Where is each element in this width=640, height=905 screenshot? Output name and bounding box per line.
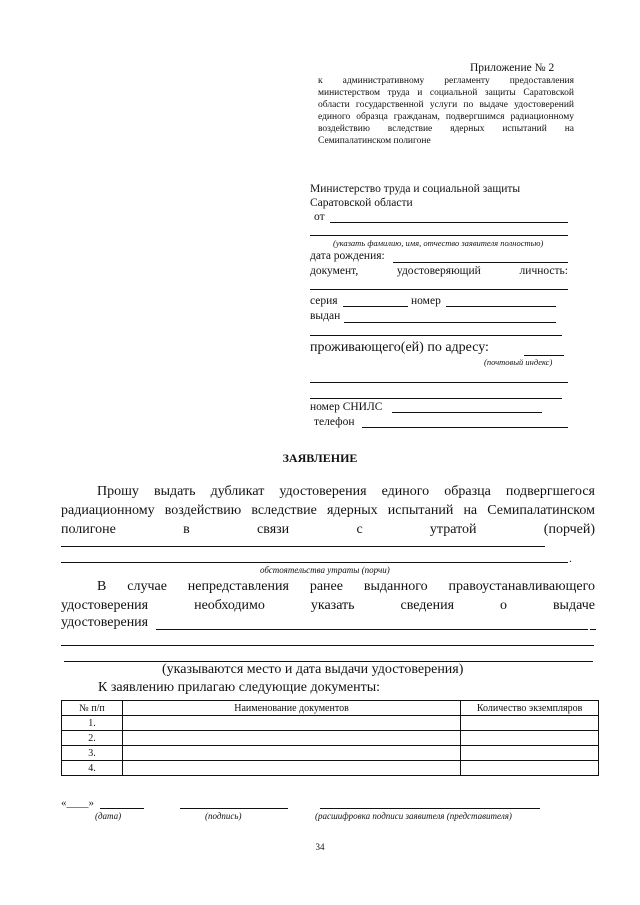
doc-qty-cell[interactable] [461,761,599,776]
address-line-2[interactable] [310,398,562,399]
header-qty: Количество экземпляров [461,701,599,716]
para2-last: удостоверения [61,615,149,630]
date-line[interactable] [100,808,144,809]
birth-label: дата рождения: [310,250,385,262]
statement-para2: В случае непредставления ранее выданного правоустанавливающего удостоверения необходимо указать сведения о выдаче [61,579,595,613]
table-header-row [62,701,599,716]
sign-hint: (подпись) [205,811,242,821]
postcode-hint: (почтовый индекс) [484,357,553,367]
issued-label: выдан [310,310,341,322]
doc-qty-cell[interactable] [461,746,599,761]
postcode-line[interactable] [524,355,564,356]
statement-title: ЗАЯВЛЕНИЕ [282,451,358,465]
date-hint: (дата) [95,811,122,821]
decode-hint: (расшифровка подписи заявителя (представителя) [315,811,512,821]
doc-label: документ, удостоверяющий личность: [310,265,568,277]
doc-name-cell[interactable] [122,716,460,731]
name-line[interactable] [310,235,568,236]
loss-hint: обстоятельства утраты (порчи) [260,565,390,575]
appendix-text: к административному регламенту предоставления министерством труда и социальной защиты Саратовской области государственной услуги по выдаче удостоверений единого образца гражданам, подвергшимся радиационному воздействию вследствие ядерных испытаний на Семипалатинском полигоне [318,76,574,146]
doc-name-cell[interactable] [122,731,460,746]
header-num: № п/п [62,701,123,716]
attach-text: К заявлению прилагаю следующие документы: [98,680,381,695]
appendix-title: Приложение № 2 [470,62,555,74]
issue-line-2[interactable] [61,645,594,646]
phone-line[interactable] [362,427,568,428]
from-line[interactable] [330,222,568,223]
loss-line-2[interactable] [61,562,568,563]
sign-line[interactable] [180,808,288,809]
doc-name-cell[interactable] [122,746,460,761]
table-row [62,761,599,776]
doc-line[interactable] [310,289,568,290]
statement-para1: Прошу выдать дубликат удостоверения единого образца подвергшегося радиационному воздействию вследствие ядерных испытаний на Семипалатинском полигоне в связи с утратой (порчей) [61,484,595,537]
table-row [62,731,599,746]
from-label: от [314,211,325,223]
table-row [62,716,599,731]
table-row [62,746,599,761]
doc-name-cell[interactable] [122,761,460,776]
loss-line-1[interactable] [61,546,545,547]
series-line[interactable] [343,306,408,307]
date-prefix: «____» [61,797,94,809]
header-name: Наименование документов [122,701,460,716]
page-number: 34 [315,842,325,852]
row-num: 4. [62,761,123,776]
phone-label: телефон [314,416,355,428]
row-num: 3. [62,746,123,761]
ministry-line2: Саратовской области [310,197,413,209]
snils-label: номер СНИЛС [310,401,383,413]
number-line[interactable] [446,306,556,307]
documents-table [61,700,599,776]
decode-line[interactable] [320,808,540,809]
birth-line[interactable] [393,262,568,263]
issued-line[interactable] [344,322,556,323]
address-label: проживающего(ей) по адресу: [310,340,489,355]
name-hint: (указать фамилию, имя, отчество заявителя полностью) [333,238,544,248]
ministry-line1: Министерство труда и социальной защиты [310,183,521,195]
series-label: серия [310,295,338,307]
row-num: 2. [62,731,123,746]
issued-line-2[interactable] [310,335,562,336]
issue-line-1-end [590,629,596,630]
doc-qty-cell[interactable] [461,716,599,731]
issue-line-1[interactable] [156,629,588,630]
place-hint: (указываются место и дата выдачи удостоверения) [162,662,464,677]
row-num: 1. [62,716,123,731]
snils-line[interactable] [392,412,542,413]
period: . [569,551,572,565]
doc-qty-cell[interactable] [461,731,599,746]
address-line-1[interactable] [310,382,568,383]
number-label: номер [411,295,441,307]
